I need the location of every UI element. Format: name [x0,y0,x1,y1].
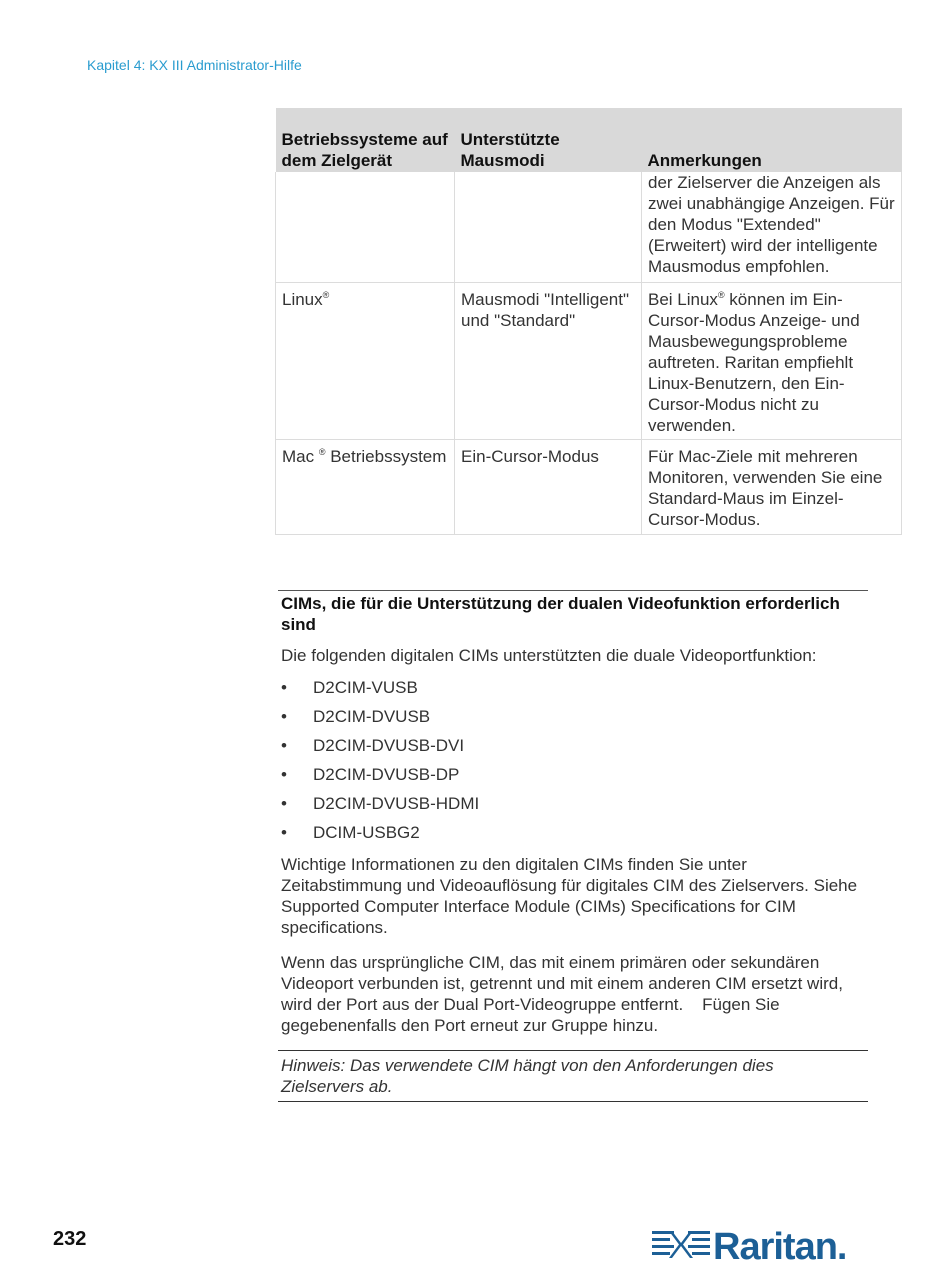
table-row [276,282,902,439]
cim-name: D2CIM-VUSB [313,678,418,697]
page-number: 232 [53,1228,87,1250]
list-item [281,822,479,851]
list-item [281,793,479,822]
cim-name: DCIM-USBG2 [313,823,420,842]
bullet: • [281,794,287,813]
raritan-wordmark: Raritan. [713,1225,847,1268]
bullet: • [281,707,287,726]
table-row [276,439,902,534]
cim-list [281,677,479,851]
os-name: Linux [282,289,323,309]
list-item [281,706,479,735]
table-cell-notes [642,439,902,534]
table-cell-os [276,172,455,282]
raritan-logo-icon [652,1227,710,1268]
note-text: Hinweis: Das verwendete CIM hängt von den Anforderungen dies Zielservers ab. [281,1056,774,1096]
table-cell-os [276,282,455,439]
registered-mark: ® [318,446,326,457]
list-item [281,677,479,706]
bullet: • [281,823,287,842]
cim-name: D2CIM-DVUSB-DP [313,765,460,784]
column-header-notes: Anmerkungen [642,108,902,172]
bullet: • [281,765,287,784]
bullet: • [281,736,287,755]
notes-text: können im Ein-Cursor-Modus Anzeige- und Mausbewegungsprobleme auftreten. Raritan empfiehlt Linux-Benutzern, den Ein-Cursor-Modus nicht zu verwenden. [648,289,860,435]
cim-name: D2CIM-DVUSB-HDMI [313,794,480,813]
table-cell-notes [642,172,902,282]
notes-text: Bei Linux [648,289,718,309]
table-row [276,172,902,282]
registered-mark: ® [322,289,330,300]
raritan-logo [652,1226,846,1268]
table-cell-modes: Mausmodi "Intelligent" und "Standard" [455,282,642,439]
list-item [281,735,479,764]
column-header-os: Betriebssysteme auf dem Zielgerät [276,108,455,172]
running-header: Kapitel 4: KX III Administrator-Hilfe [87,57,302,73]
os-name: Mac [282,446,319,466]
table-cell-modes: Ein-Cursor-Modus [455,439,642,534]
cim-name: D2CIM-DVUSB-DVI [313,736,465,755]
table-cell-modes [455,172,642,282]
cim-info-paragraph: Wichtige Informationen zu den digitalen CIMs finden Sie unter Zeitabstimmung und Videoauflösung für digitales CIM des Zielservers. Siehe Supported Computer Interface Module (CIMs) Specifications for CIM specifications. [281,855,858,937]
section-heading: CIMs, die für die Unterstützung der dualen Videofunktion erforderlich sind [281,594,840,634]
list-item [281,764,479,793]
bullet: • [281,678,287,697]
table-cell-notes [642,282,902,439]
os-name-suffix: Betriebssystem [325,446,447,466]
section-divider [278,590,868,591]
port-removal-paragraph: Wenn das ursprüngliche CIM, das mit einem primären oder sekundären Videoport verbunden ist, getrennt und mit einem anderen CIM ersetzt wird, wird der Port aus der Dual Port-Videogruppe entfernt. Fügen Sie gegebenenfalls den Port erneut zur Gruppe hinzu. [281,953,848,1035]
column-header-mouse-modes: Unterstützte Mausmodi [455,108,642,172]
notes-text: Für Mac-Ziele mit mehreren Monitoren, verwenden Sie eine Standard-Maus im Einzel-Cursor-Modus. [648,446,883,529]
registered-mark: ® [717,289,725,300]
cim-name: D2CIM-DVUSB [313,707,431,726]
table-header-row [276,108,902,172]
mouse-mode-table [275,108,902,535]
note-box [278,1050,868,1102]
table-cell-os [276,439,455,534]
notes-text: der Zielserver die Anzeigen als zwei unabhängige Anzeigen. Für den Modus "Extended" (Erweitert) wird der intelligente Mausmodus empfohlen. [648,173,895,276]
intro-paragraph: Die folgenden digitalen CIMs unterstützten die duale Videoportfunktion: [281,646,817,665]
